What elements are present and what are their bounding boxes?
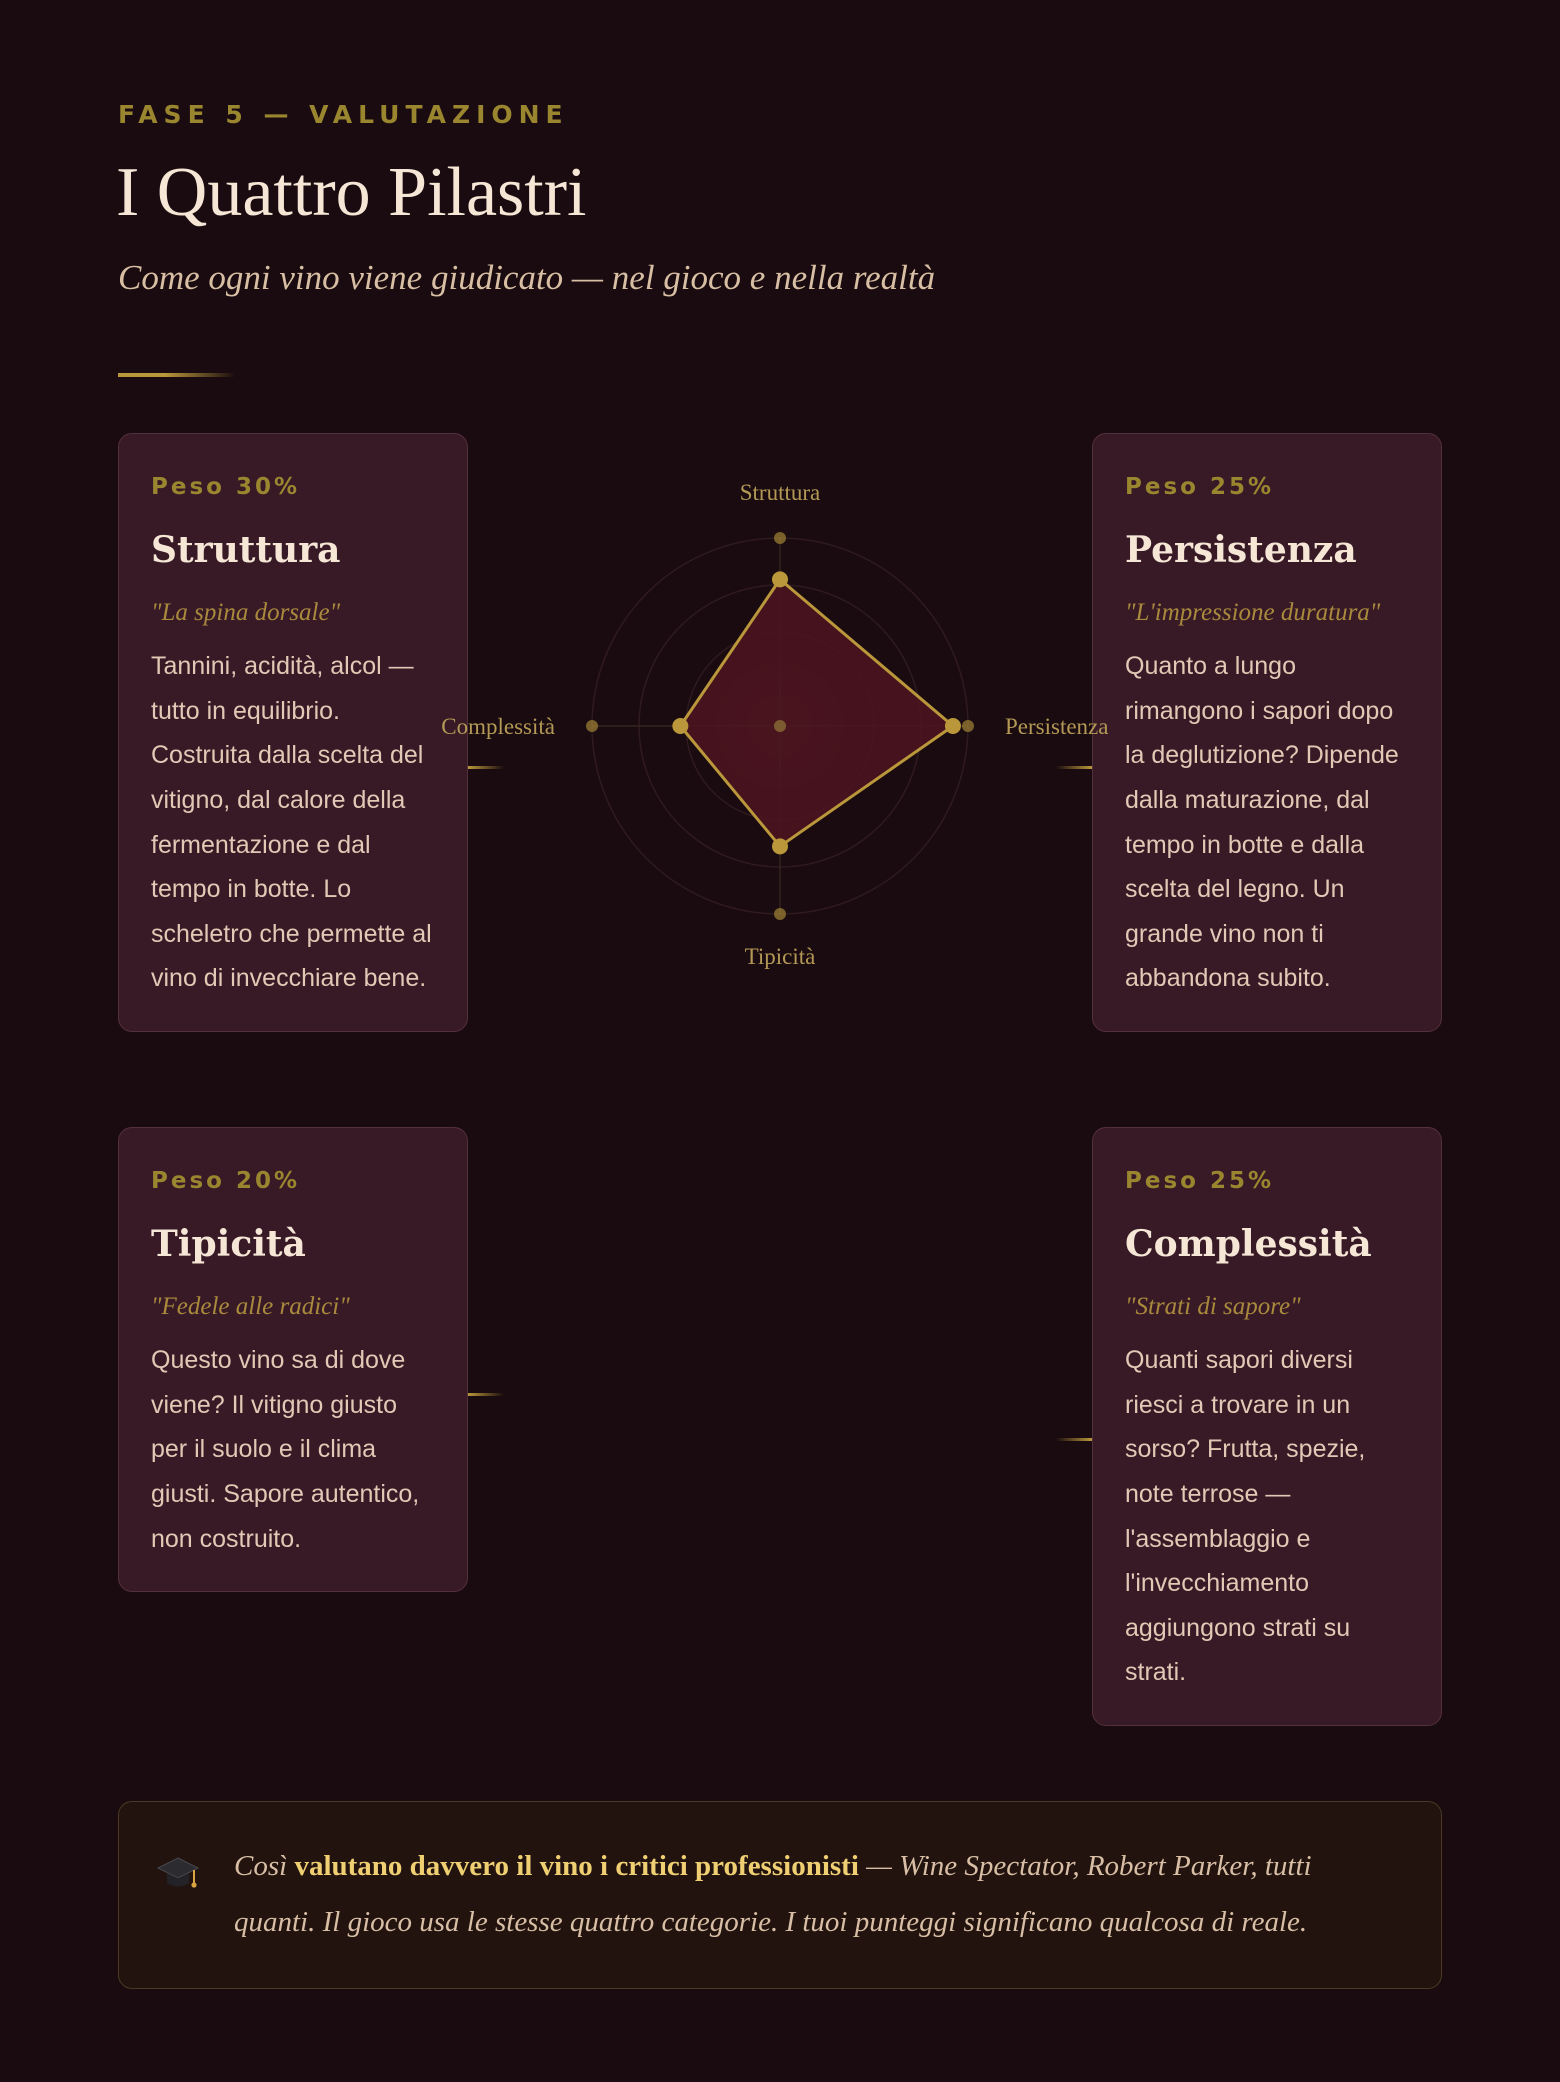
radar-axis-end-marker [962, 720, 974, 732]
radar-data-polygon [680, 579, 953, 846]
connector-line [468, 766, 504, 769]
pillar-weight: Peso 30% [151, 474, 301, 500]
radar-axis-end-marker [774, 908, 786, 920]
phase-eyebrow: FASE 5 — VALUTAZIONE [118, 100, 569, 129]
connector-line [1056, 1438, 1092, 1441]
radar-axis-label: Struttura [739, 480, 821, 505]
pillar-card-complessita [1092, 1127, 1442, 1726]
pillar-name: Tipicità [151, 1223, 306, 1265]
pillar-motto: "Strati di sapore" [1125, 1293, 1301, 1321]
pillar-weight: Peso 20% [151, 1168, 301, 1194]
connector-line [468, 1393, 504, 1396]
radar-center-dot [774, 720, 786, 732]
pillar-motto: "La spina dorsale" [151, 599, 341, 627]
radar-data-point [772, 571, 788, 587]
radar-data-point [672, 718, 688, 734]
note-text [234, 1838, 1394, 1950]
pillar-card-struttura [118, 433, 468, 1032]
pillar-weight: Peso 25% [1125, 1168, 1275, 1194]
note-rest: — Wine Spectator, Robert Parker, tutti quanti. Il gioco usa le stesse quattro categorie. I tuoi punteggi significano qualcosa di reale. [234, 1850, 1312, 1938]
radar-data-point [772, 838, 788, 854]
radar-axis-label: Complessità [441, 714, 555, 739]
radar-svg [441, 470, 1109, 980]
pillar-name: Complessità [1125, 1223, 1372, 1265]
radar-data-point [945, 718, 961, 734]
pillar-name: Persistenza [1125, 529, 1357, 571]
pillar-motto: "Fedele alle radici" [151, 1293, 350, 1321]
pillar-description: Quanto a lungo rimangono i sapori dopo la deglutizione? Dipende dalla maturazione, dal tempo in botte e dalla scelta del legno. Un grande vino non ti abbandona subito. [1125, 652, 1399, 993]
note-lead: Così [234, 1850, 295, 1882]
radar-axis-label: Tipicità [744, 944, 816, 969]
connector-line [1056, 766, 1092, 769]
graduation-cap-icon [157, 1854, 199, 1894]
pillar-motto: "L'impressione duratura" [1125, 599, 1381, 627]
pillar-description: Questo vino sa di dove viene? Il vitigno giusto per il suolo e il clima giusti. Sapore autentico, non costruito. [151, 1346, 420, 1553]
pillar-card-tipicita [118, 1127, 468, 1592]
pillar-card-persistenza [1092, 433, 1442, 1032]
pillar-description: Tannini, acidità, alcol — tutto in equilibrio. Costruita dalla scelta del vitigno, dal calore della fermentazione e dal tempo in botte. Lo scheletro che permette al vino di invecchiare bene. [151, 652, 432, 993]
radar-axis-label: Persistenza [1005, 714, 1109, 739]
page-title: I Quattro Pilastri [116, 154, 587, 231]
professional-note [118, 1801, 1442, 1989]
page-subtitle: Come ogni vino viene giudicato — nel gioco e nella realtà [118, 258, 936, 297]
pillar-weight: Peso 25% [1125, 474, 1275, 500]
radar-axis-end-marker [586, 720, 598, 732]
title-divider [118, 373, 236, 377]
pillar-description: Quanti sapori diversi riesci a trovare in un sorso? Frutta, spezie, note terrose — l'assemblaggio e l'invecchiamento aggiungono strati su strati. [1125, 1346, 1366, 1687]
pillar-name: Struttura [151, 529, 341, 571]
radar-axis-end-marker [774, 532, 786, 544]
radar-chart [441, 470, 1109, 980]
note-emphasis: valutano davvero il vino i critici professionisti [294, 1850, 859, 1882]
